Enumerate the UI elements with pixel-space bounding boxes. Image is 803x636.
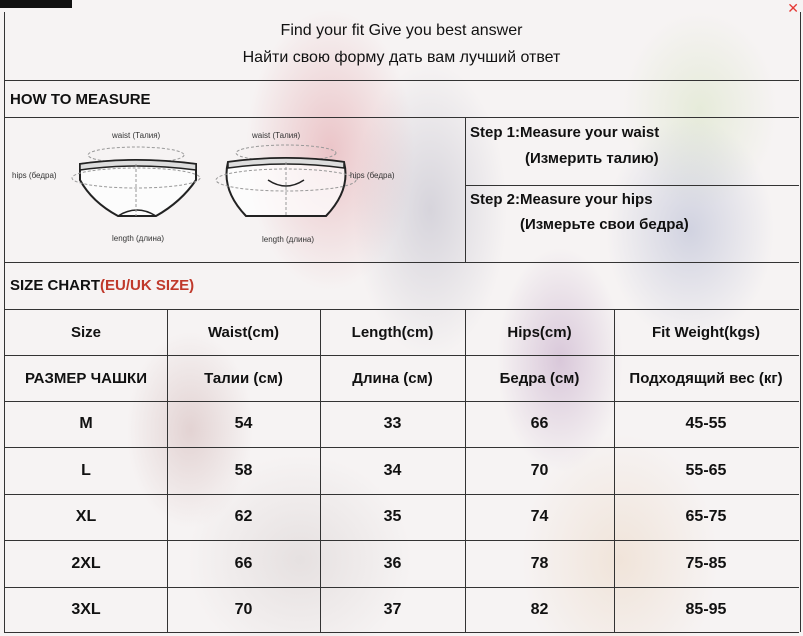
title-russian: Найти свою форму дать вам лучший ответ <box>242 49 561 66</box>
step2-russian: (Измерьте свои бедра) <box>520 216 689 233</box>
cell-row-3xl-col1: 70 <box>234 600 253 618</box>
title-english: Find your fit Give you best answer <box>280 22 523 39</box>
cell-row-l-col1: 58 <box>234 461 253 479</box>
divider-title <box>4 80 799 81</box>
cell-row-l-col4: 55-65 <box>685 461 727 479</box>
top-bar <box>0 0 72 8</box>
cell-row-xl-col2: 35 <box>383 508 402 525</box>
divider-steps <box>465 185 799 186</box>
divider-measure <box>4 262 799 263</box>
measure-diagram <box>6 120 461 260</box>
waist-label-1: waist (Талия) <box>112 131 161 140</box>
cell-row-xl-col3: 74 <box>530 508 549 525</box>
cell-header-ru-col3: Бедра (см) <box>499 369 580 387</box>
cell-row-l-col3: 70 <box>530 461 549 479</box>
hips-label-2: hips (бедра) <box>350 171 395 180</box>
brief-diagram-1 <box>12 131 200 243</box>
cell-row-m-col4: 45-55 <box>685 415 727 432</box>
cell-row-m-col0: M <box>79 415 93 432</box>
cell-header-en-col0: Size <box>70 323 101 341</box>
cell-header-ru-col1: Талии (см) <box>204 369 283 387</box>
step2-english: Step 2:Measure your hips <box>470 191 653 208</box>
brief-diagram-2 <box>216 131 395 244</box>
length-label-2: length (длина) <box>262 235 315 244</box>
cell-row-2xl-col2: 36 <box>383 554 402 572</box>
cell-header-en-col2: Length(cm) <box>351 323 434 341</box>
waist-label-2: waist (Талия) <box>252 131 301 140</box>
cell-row-2xl-col4: 75-85 <box>685 554 727 572</box>
close-icon[interactable]: ✕ <box>787 0 799 16</box>
cell-row-m-col1: 54 <box>234 415 253 432</box>
cell-row-3xl-col4: 85-95 <box>685 600 727 618</box>
cell-row-xl-col0: XL <box>75 508 97 525</box>
size-chart-label-text: SIZE CHART <box>10 277 100 294</box>
cell-row-xl-col4: 65-75 <box>685 508 727 525</box>
cell-row-m-col3: 66 <box>530 415 549 432</box>
size-chart-label <box>10 277 194 294</box>
cell-row-l-col2: 34 <box>383 461 402 479</box>
size-chart-label-accent: (EU/UK SIZE) <box>100 277 195 294</box>
step1-russian: (Измерить талию) <box>525 150 659 167</box>
cell-header-en-col1: Waist(cm) <box>207 323 280 341</box>
cell-row-3xl-col2: 37 <box>383 600 402 618</box>
cell-row-2xl-col3: 78 <box>530 554 549 572</box>
cell-header-ru-col4: Подходящий вес (кг) <box>629 369 783 387</box>
cell-row-m-col2: 33 <box>383 415 402 432</box>
cell-row-xl-col1: 62 <box>234 508 253 525</box>
cell-header-ru-col0: РАЗМЕР ЧАШКИ <box>25 369 147 387</box>
cell-header-en-col4: Fit Weight(kgs) <box>651 323 761 341</box>
divider-bottom <box>4 632 799 633</box>
divider-measure-vertical <box>465 117 466 262</box>
length-label-1: length (длина) <box>112 234 165 243</box>
cell-row-2xl-col0: 2XL <box>71 554 101 572</box>
cell-header-en-col3: Hips(cm) <box>507 323 572 341</box>
cell-row-2xl-col1: 66 <box>234 554 253 572</box>
how-to-measure-label: HOW TO MEASURE <box>10 91 151 108</box>
cell-row-3xl-col3: 82 <box>530 600 549 618</box>
divider-measure-label <box>4 117 799 118</box>
step1-english: Step 1:Measure your waist <box>470 124 660 141</box>
hips-label-1: hips (бедра) <box>12 171 57 180</box>
cell-row-l-col0: L <box>81 461 91 479</box>
cell-row-3xl-col0: 3XL <box>71 600 101 618</box>
cell-header-ru-col2: Длина (см) <box>352 369 433 387</box>
